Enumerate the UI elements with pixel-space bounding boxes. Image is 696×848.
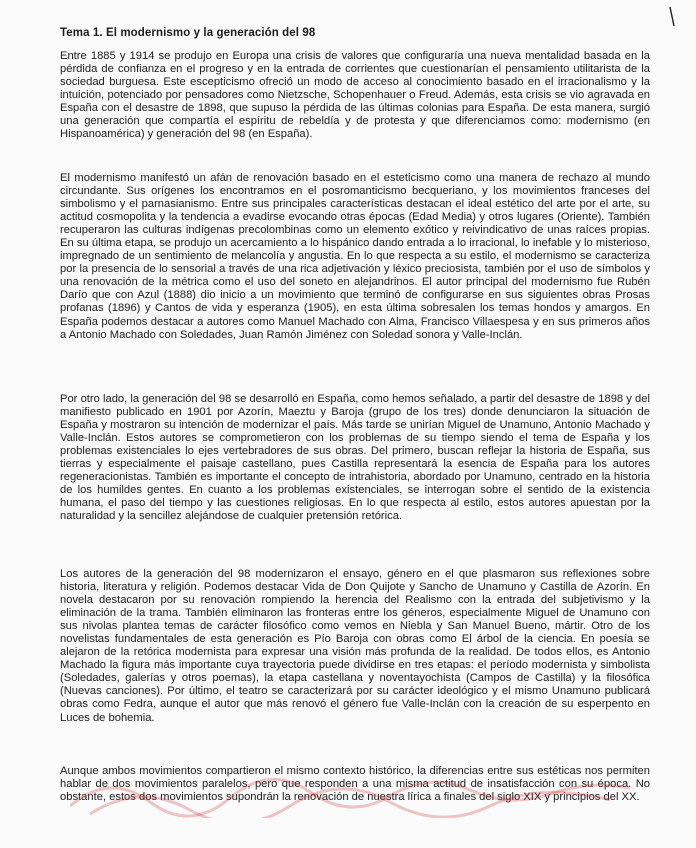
paragraph-conclusion: Aunque ambos movimientos compartieron el mismo contexto histórico, la diferencias entre sus estéticas nos permiten hablar de dos movimientos paralelos, pero que responden a una misma actitud de insatisfacción con su época. No obstante, estos dos movimientos supondrán la renovación de nuestra lírica a finales del siglo XIX y principios del XX. <box>60 765 650 804</box>
page-title: Tema 1. El modernismo y la generación del 98 <box>60 27 316 39</box>
paragraph-modernismo: El modernismo manifestó un afán de renovación basado en el esteticismo como una manera de rechazo al mundo circundante. Sus orígenes los encontramos en el posromanticismo becqueriano, y los movimientos franceses del simbolismo y el parnasianismo. Entre sus principales características destacan el ideal estético del arte por el arte, su actitud cosmopolita y la tendencia a evadirse evocando otras épocas (Edad Media) y otros lugares (Oriente). También recuperaron las culturas indígenas precolombinas como un elemento exótico y reivindicativo de unas raíces propias. En su última etapa, se produjo un acercamiento a lo hispánico dando entrada a lo irracional, lo inefable y lo misterioso, impregnado de un sentimiento de melancolía y angustia. En lo que respecta a su estilo, el modernismo se caracteriza por la presencia de lo sensorial a través de una rica adjetivación y léxico preciosista, también por el uso de símbolos y una renovación de la métrica como el uso del soneto en alejandrinos. El autor principal del modernismo fue Rubén Darío que con Azul (1888) dio inicio a un movimiento que terminó de configurarse en sus siguientes obras Prosas profanas (1896) y Cantos de vida y esperanza (1905), en esta última sobresalen los temas hondos y amargos. En España podemos destacar a autores como Manuel Machado con Alma, Francisco Villaespesa y en sus primeros años a Antonio Machado con Soledades, Juan Ramón Jiménez con Soledad sonora y Valle-Inclán. <box>60 172 650 341</box>
pen-mark-icon <box>658 6 688 30</box>
paragraph-intro: Entre 1885 y 1914 se produjo en Europa una crisis de valores que configuraría una nueva mentalidad basada en la pérdida de confianza en el progreso y en la entrada de corrientes que cuestionarían el pensamiento utilitarista de la sociedad burguesa. Este escepticismo ofreció un modo de acceso al conocimiento basado en el irracionalismo y la intuición, potenciado por pensadores como Nietzsche, Schopenhauer o Freud. Además, esta crisis se vio agravada en España con el desastre de 1898, que supuso la pérdida de las últimas colonias para España. De esta manera, surgió una generación que compartía el espíritu de rebeldía y de protesta y que diferenciamos como: modernismo (en Hispanoamérica) y generación del 98 (en España). <box>60 50 650 141</box>
paragraph-generacion-98: Por otro lado, la generación del 98 se desarrolló en España, como hemos señalado, a partir del desastre de 1898 y del manifiesto publicado en 1901 por Azorín, Maeztu y Baroja (grupo de los tres) donde denunciaron la situación de España y mostraron su intención de modernizar el país. Más tarde se unirían Miguel de Unamuno, Antonio Machado y Valle-Inclán. Estos autores se comprometieron con los problemas de su tiempo siendo el tema de España y los problemas existenciales lo ejes vertebradores de sus obras. Del primero, buscan reflejar la historia de España, sus tierras y especialmente el paisaje castellano, pues Castilla representará la esencia de España para los autores regeneracionistas. También es importante el concepto de intrahistoria, abordado por Unamuno, centrado en la historia de los humildes gentes. En cuanto a los problemas existenciales, se interrogan sobre el sentido de la existencia humana, el paso del tiempo y las cuestiones religiosas. En lo que respecta al estilo, estos autores apuestan por la naturalidad y la sencillez alejándose de cualquier pretensión retórica. <box>60 393 650 523</box>
paragraph-autores-98: Los autores de la generación del 98 modernizaron el ensayo, género en el que plasmaron sus reflexiones sobre historia, literatura y religión. Podemos destacar Vida de Don Quijote y Sancho de Unamuno y Castilla de Azorín. En novela destacaron por su renovación rompiendo la herencia del Realismo con la entrada del subjetivismo y la eliminación de la trama. También eliminaron las fronteras entre los géneros, especialmente Miguel de Unamuno con sus nivolas plantea temas de carácter filosófico como vemos en Niebla y San Manuel Bueno, mártir. Otro de los novelistas fundamentales de esta generación es Pío Baroja con obras como El árbol de la ciencia. En poesía se alejaron de la retórica modernista para expresar una visión más profunda de la realidad. De todos ellos, es Antonio Machado la figura más importante cuya trayectoria puede dividirse en tres etapas: el período modernista y simbolista (Soledades, galerías y otros poemas), la etapa castellana y noventayochista (Campos de Castilla) y la filosófica (Nuevas canciones). Por último, el teatro se caracterizará por su carácter ideológico y el mismo Unamuno publicará obras como Fedra, aunque el autor que más renovó el género fue Valle-Inclán con la creación de su esperpento en Luces de bohemia. <box>60 568 650 724</box>
